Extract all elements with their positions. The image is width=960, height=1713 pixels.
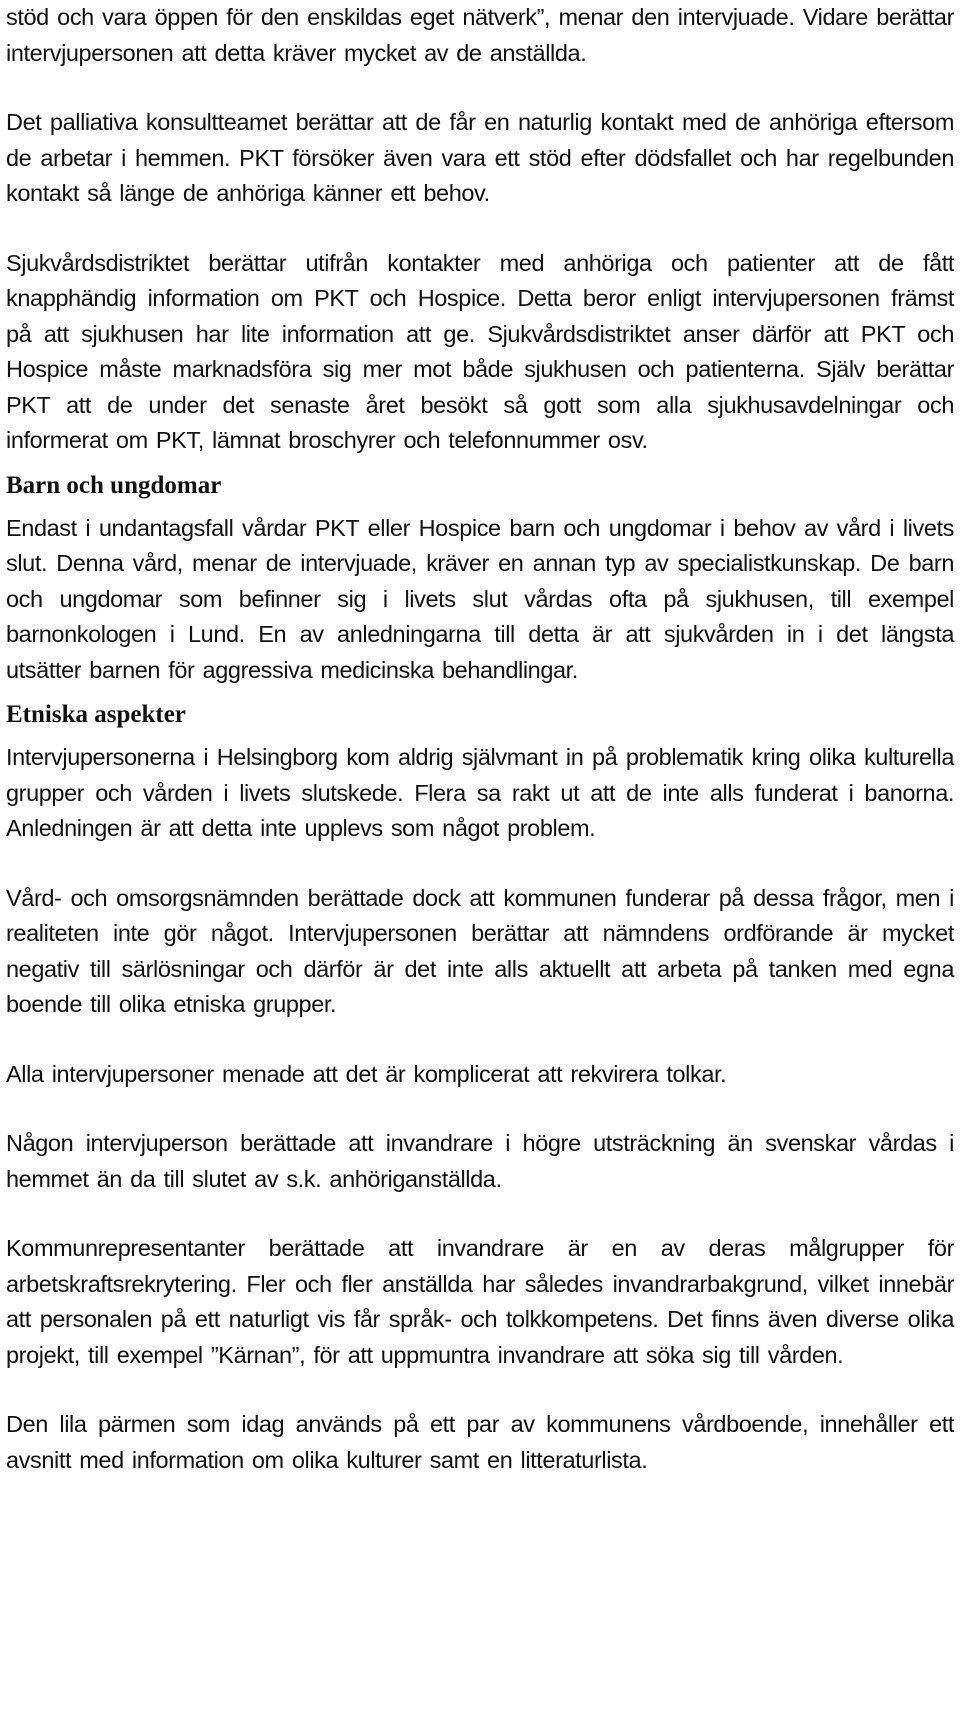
paragraph-intro-3: Sjukvårdsdistriktet berättar utifrån kontakter med anhöriga och patienter att de fått knapphändig information om PKT och Hospice. Detta beror enligt intervjupersonen främst på att sjukhusen har lite information att ge. Sjukvårdsdistriktet anser därför att PKT och Hospice måste marknadsföra sig mer mot både sjukhusen och patienterna. Själv berättar PKT att de under det senaste året besökt så gott som alla sjukhusavdelningar och informerat om PKT, lämnat broschyrer och telefonnummer osv.: [6, 249, 954, 453]
paragraph-intro-2: Det palliativa konsultteamet berättar att de får en naturlig kontakt med de anhöriga eftersom de arbetar i hemmen. PKT försöker även vara ett stöd efter dödsfallet och har regelbunden kontakt så länge de anhöriga känner ett behov.: [6, 109, 954, 206]
paragraph-ethnic-3: Alla intervjupersoner menade att det är komplicerat att rekvirera tolkar.: [6, 1060, 727, 1087]
document-page: [6, 0, 954, 1478]
paragraph-children: Endast i undantagsfall vårdar PKT eller Hospice barn och ungdomar i behov av vård i livets slut. Denna vård, menar de intervjuade, kräver en annan typ av specialistkunskap. De barn och ungdomar som befinner sig i livets slut vårdas ofta på sjukhusen, till exempel barnonkologen i Lund. En av anledningarna till detta är att sjukvården in i det längsta utsätter barnen för aggressiva medicinska behandlingar.: [6, 514, 954, 683]
paragraph-ethnic-6: Den lila pärmen som idag används på ett par av kommunens vårdboende, innehåller ett avsnitt med information om olika kulturer samt en litteraturlista.: [6, 1411, 954, 1473]
paragraph-intro-1: stöd och vara öppen för den enskildas eget nätverk”, menar den intervjuade. Vidare berättar intervjupersonen att detta kräver mycket av de anställda.: [6, 4, 954, 66]
paragraph-ethnic-2: Vård- och omsorgsnämnden berättade dock att kommunen funderar på dessa frågor, men i realiteten inte gör något. Intervjupersonen berättar att nämndens ordförande är mycket negativ till särlösningar och därför är det inte alls aktuellt att arbeta på tanken med egna boende till olika etniska grupper.: [6, 884, 954, 1017]
heading-children: Barn och ungdomar: [6, 471, 222, 499]
paragraph-ethnic-5: Kommunrepresentanter berättade att invandrare är en av deras målgrupper för arbetskraftsrekrytering. Fler och fler anställda har således invandrarbakgrund, vilket innebär att personalen på ett naturligt vis får språk- och tolkkompetens. Det finns även diverse olika projekt, till exempel ”Kärnan”, för att uppmuntra invandrare att söka sig till vården.: [6, 1235, 954, 1368]
paragraph-ethnic-4: Någon intervjuperson berättade att invandrare i högre utsträckning än svenskar vårdas i hemmet än da till slutet av s.k. anhöriganställda.: [6, 1130, 954, 1192]
heading-ethnic: Etniska aspekter: [6, 701, 186, 728]
paragraph-ethnic-1: Intervjupersonerna i Helsingborg kom aldrig självmant in på problematik kring olika kulturella grupper och vården i livets slutskede. Flera sa rakt ut att de inte alls funderat i banorna. Anledningen är att detta inte upplevs som något problem.: [6, 744, 954, 841]
